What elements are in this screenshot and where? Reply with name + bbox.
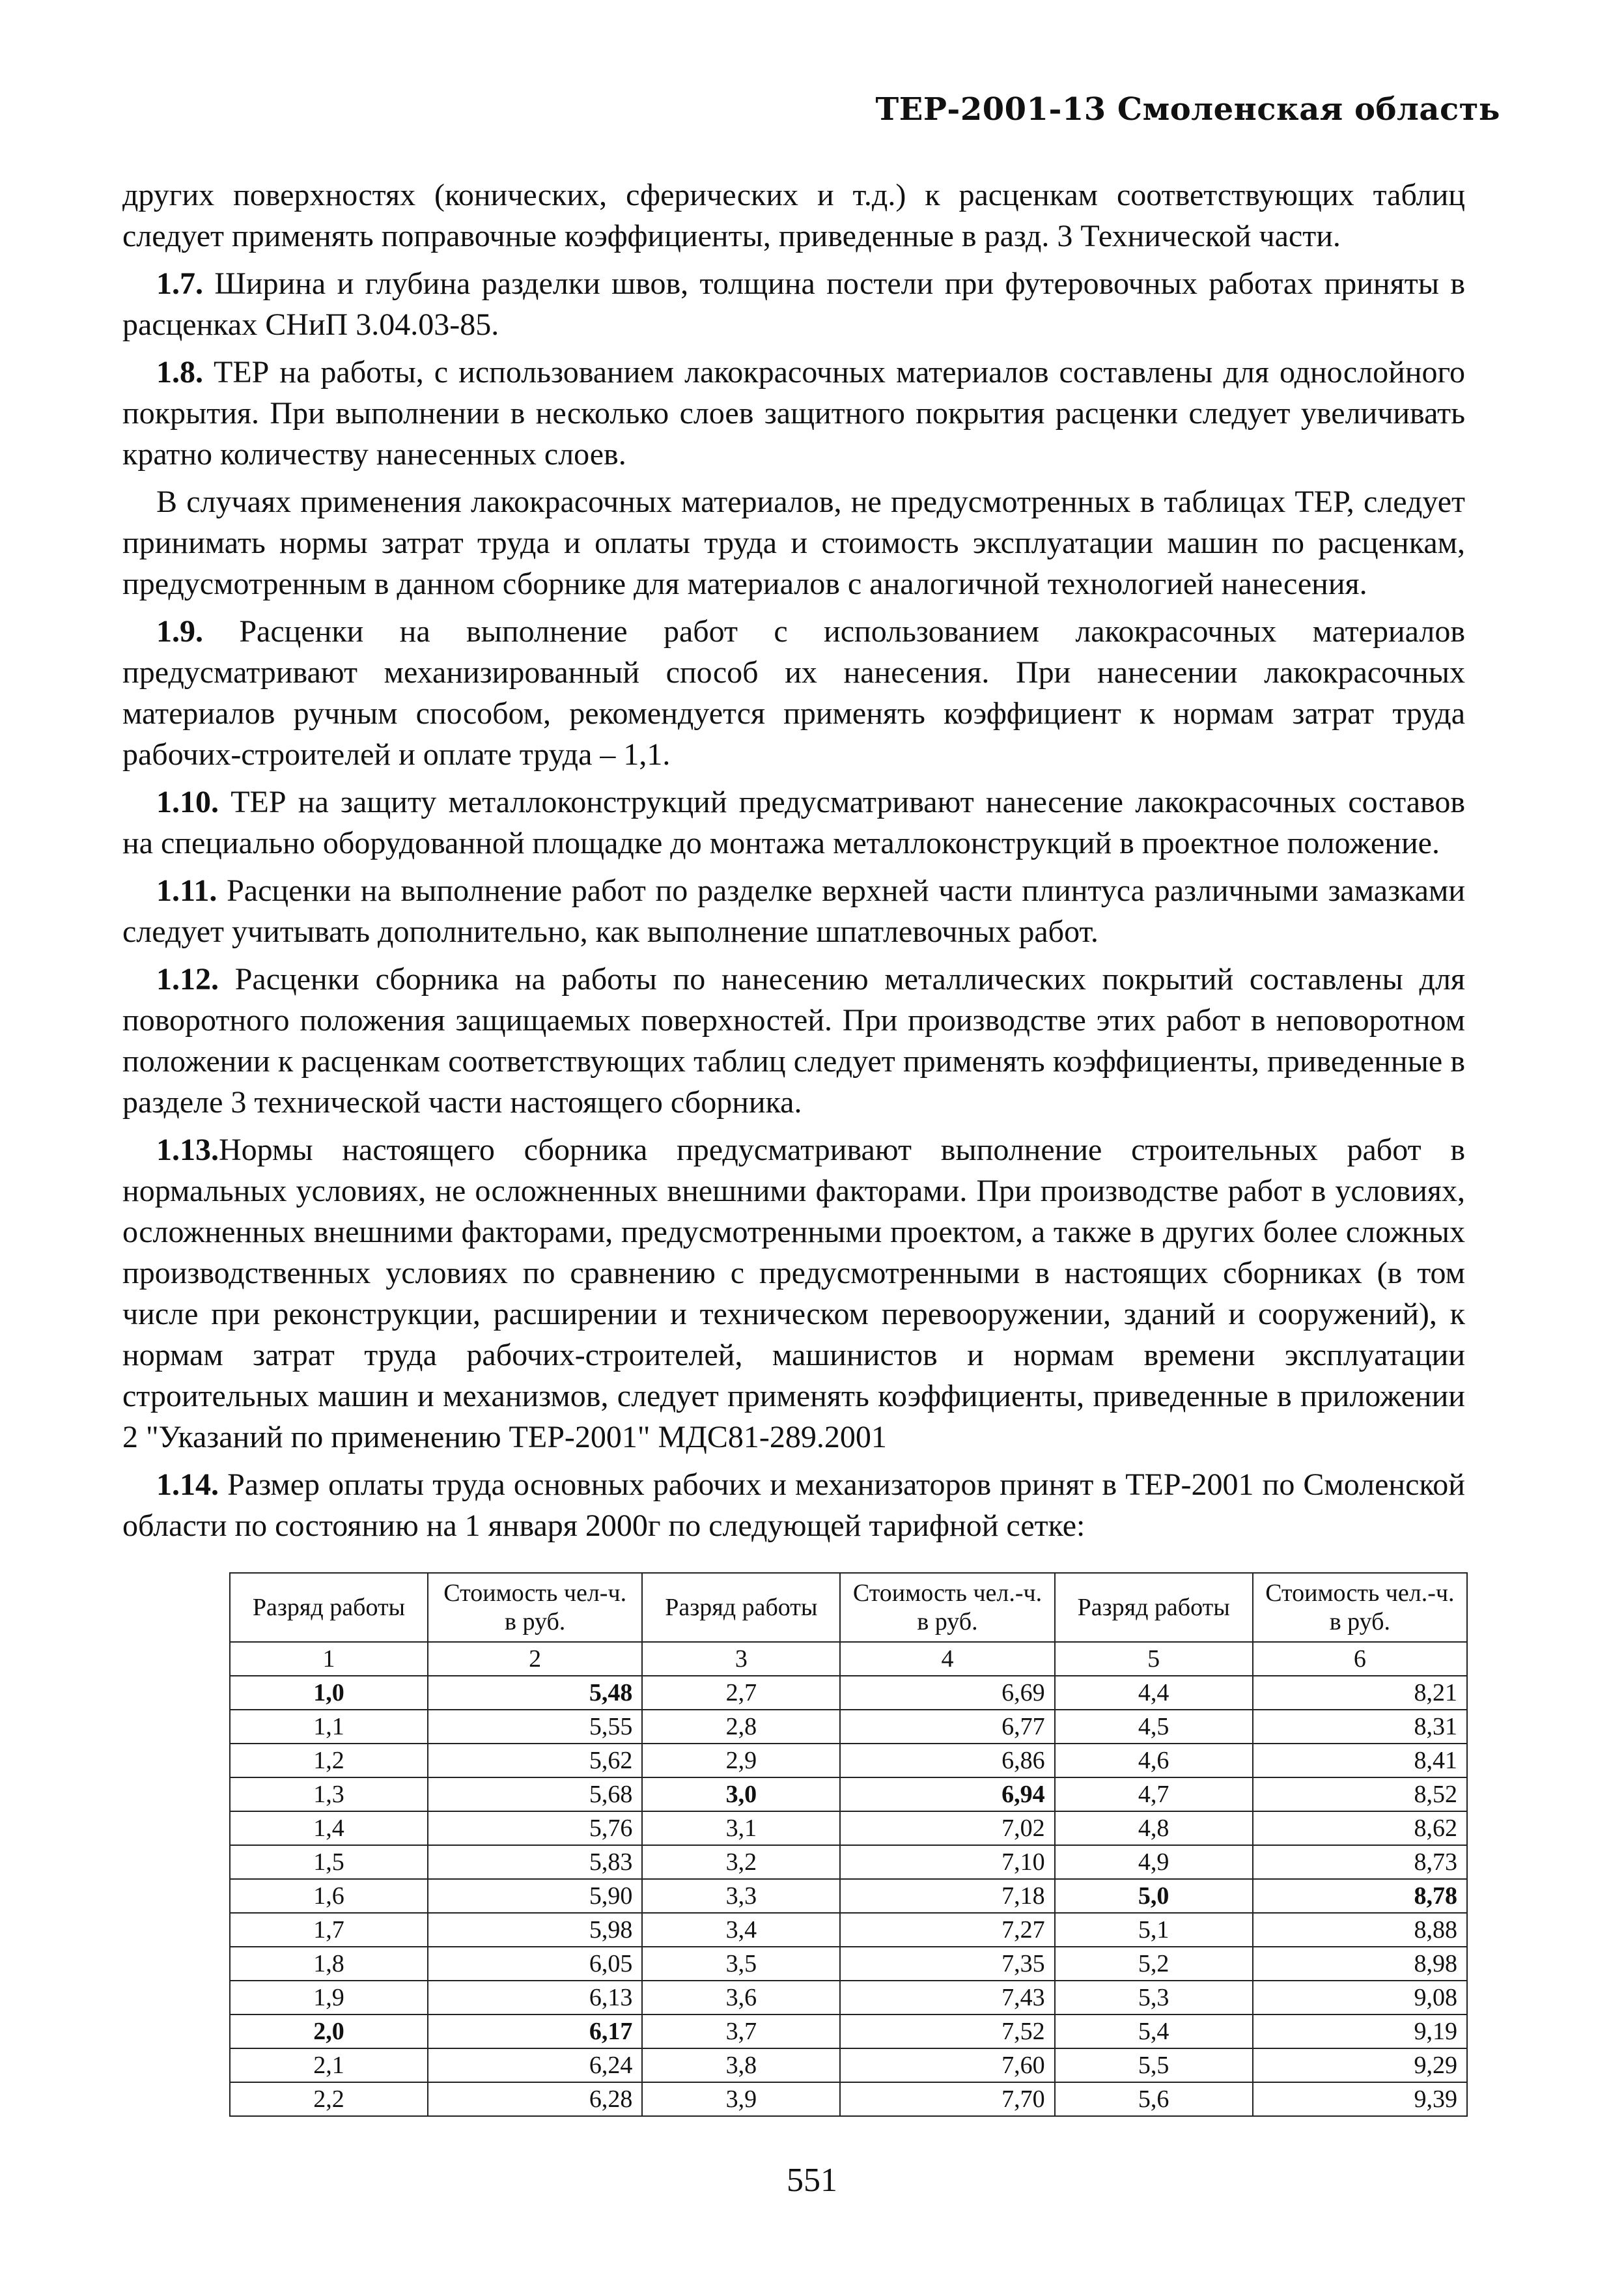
table-row xyxy=(230,2082,1467,2116)
grade-cell: 4,6 xyxy=(1055,1744,1253,1777)
paragraph-1-9 xyxy=(122,611,1465,775)
grade-cell: 3,9 xyxy=(642,2082,840,2116)
paragraph-number: 1.10. xyxy=(156,785,219,819)
cost-cell: 8,73 xyxy=(1253,1845,1467,1879)
tariff-table xyxy=(229,1572,1468,2117)
table-header-cell: Стоимость чел.-ч. в руб. xyxy=(1253,1573,1467,1642)
paragraph-1-13 xyxy=(122,1129,1465,1458)
cost-cell: 6,69 xyxy=(840,1676,1054,1710)
paragraph-1-7 xyxy=(122,263,1465,345)
grade-cell: 1,9 xyxy=(230,1981,428,2014)
grade-cell: 3,3 xyxy=(642,1879,840,1913)
cost-cell: 9,29 xyxy=(1253,2048,1467,2082)
cost-cell: 5,48 xyxy=(428,1676,642,1710)
grade-cell: 5,0 xyxy=(1055,1879,1253,1913)
table-body xyxy=(230,1676,1467,2116)
cost-cell: 5,62 xyxy=(428,1744,642,1777)
grade-cell: 2,9 xyxy=(642,1744,840,1777)
cost-cell: 6,13 xyxy=(428,1981,642,2014)
paragraph-1-12 xyxy=(122,959,1465,1123)
cost-cell: 9,08 xyxy=(1253,1981,1467,2014)
grade-cell: 1,0 xyxy=(230,1676,428,1710)
paragraph-text: Расценки сборника на работы по нанесению металлических покрытий составлены для поворотного положения защищаемых поверхностей. При производстве этих работ в неповоротном положении к расценкам соответствующих таблиц следует применять коэффициенты, приведенные в разделе 3 технической части настоящего сборника. xyxy=(122,962,1465,1120)
cost-cell: 6,05 xyxy=(428,1947,642,1981)
paragraph-1-11 xyxy=(122,870,1465,952)
grade-cell: 1,6 xyxy=(230,1879,428,1913)
grade-cell: 5,5 xyxy=(1055,2048,1253,2082)
cost-cell: 8,41 xyxy=(1253,1744,1467,1777)
table-index-row xyxy=(230,1642,1467,1676)
grade-cell: 5,2 xyxy=(1055,1947,1253,1981)
grade-cell: 4,5 xyxy=(1055,1710,1253,1744)
cost-cell: 7,60 xyxy=(840,2048,1054,2082)
grade-cell: 1,3 xyxy=(230,1777,428,1811)
grade-cell: 4,7 xyxy=(1055,1777,1253,1811)
paragraph-1-14 xyxy=(122,1464,1465,1546)
table-index-cell: 3 xyxy=(642,1642,840,1676)
paragraph-text: В случаях применения лакокрасочных материалов, не предусмотренных в таблицах ТЕР, следует принимать нормы затрат труда и оплаты труда и стоимость эксплуатации машин по расценкам, предусмотренным в данном сборнике для материалов с аналогичной технологией нанесения. xyxy=(122,485,1465,601)
grade-cell: 2,1 xyxy=(230,2048,428,2082)
table-header-row xyxy=(230,1573,1467,1642)
paragraph-1-8 xyxy=(122,352,1465,475)
grade-cell: 4,8 xyxy=(1055,1811,1253,1845)
table-row xyxy=(230,1811,1467,1845)
paragraph-text: Расценки на выполнение работ с использованием лакокрасочных материалов предусматривают механизированный способ их нанесения. При нанесении лакокрасочных материалов ручным способом, рекомендуется применять коэффициент к нормам затрат труда рабочих-строителей и оплате труда – 1,1. xyxy=(122,614,1465,772)
cost-cell: 8,21 xyxy=(1253,1676,1467,1710)
table-row xyxy=(230,2014,1467,2048)
cost-cell: 6,94 xyxy=(840,1777,1054,1811)
cost-cell: 8,31 xyxy=(1253,1710,1467,1744)
grade-cell: 3,5 xyxy=(642,1947,840,1981)
grade-cell: 4,9 xyxy=(1055,1845,1253,1879)
cost-cell: 8,52 xyxy=(1253,1777,1467,1811)
table-header-cell: Стоимость чел.-ч. в руб. xyxy=(840,1573,1054,1642)
grade-cell: 1,8 xyxy=(230,1947,428,1981)
cost-cell: 5,76 xyxy=(428,1811,642,1845)
paragraph-text: Ширина и глубина разделки швов, толщина постели при футеровочных работах приняты в расценках СНиП 3.04.03-85. xyxy=(122,266,1465,342)
table-header-cell: Стоимость чел-ч. в руб. xyxy=(428,1573,642,1642)
table-index-cell: 6 xyxy=(1253,1642,1467,1676)
cost-cell: 6,77 xyxy=(840,1710,1054,1744)
paragraph-number: 1.12. xyxy=(156,962,219,997)
grade-cell: 1,7 xyxy=(230,1913,428,1947)
cost-cell: 7,70 xyxy=(840,2082,1054,2116)
page-number: 551 xyxy=(787,2162,837,2199)
cost-cell: 7,43 xyxy=(840,1981,1054,2014)
paragraph-text: Расценки на выполнение работ по разделке верхней части плинтуса различными замазками следует учитывать дополнительно, как выполнение шпатлевочных работ. xyxy=(122,873,1465,949)
paragraph-text: Размер оплаты труда основных рабочих и механизаторов принят в ТЕР-2001 по Смоленской области по состоянию на 1 января 2000г по следующей тарифной сетке: xyxy=(122,1467,1465,1543)
paragraph-number: 1.14. xyxy=(156,1467,219,1502)
grade-cell: 2,7 xyxy=(642,1676,840,1710)
cost-cell: 6,17 xyxy=(428,2014,642,2048)
cost-cell: 9,19 xyxy=(1253,2014,1467,2048)
grade-cell: 2,0 xyxy=(230,2014,428,2048)
body-text xyxy=(122,175,1465,1553)
table-index-cell: 2 xyxy=(428,1642,642,1676)
paragraph-number: 1.13. xyxy=(156,1133,219,1167)
cost-cell: 8,78 xyxy=(1253,1879,1467,1913)
paragraph-1-8-continued xyxy=(122,481,1465,604)
cost-cell: 7,10 xyxy=(840,1845,1054,1879)
grade-cell: 5,3 xyxy=(1055,1981,1253,2014)
grade-cell: 1,1 xyxy=(230,1710,428,1744)
paragraph-text: Нормы настоящего сборника предусматривают выполнение строительных работ в нормальных условиях, не осложненных внешними факторами. При производстве работ в условиях, осложненных внешними факторами, предусмотренными проектом, а также в других более сложных производственных условиях по сравнению с предусмотренными в настоящих сборниках (в том числе при реконструкции, расширении и техническом перевооружении, зданий и сооружений), к нормам затрат труда рабочих-строителей, машинистов и нормам времени эксплуатации строительных машин и механизмов, следует применять коэффициенты, приведенные в приложении 2 "Указаний по применению ТЕР-2001" МДС81-289.2001 xyxy=(122,1133,1465,1454)
cost-cell: 5,90 xyxy=(428,1879,642,1913)
cost-cell: 5,68 xyxy=(428,1777,642,1811)
table-row xyxy=(230,1676,1467,1710)
table-row xyxy=(230,2048,1467,2082)
cost-cell: 7,18 xyxy=(840,1879,1054,1913)
paragraph-number: 1.11. xyxy=(156,873,217,908)
table-row xyxy=(230,1947,1467,1981)
table-row xyxy=(230,1913,1467,1947)
cost-cell: 7,35 xyxy=(840,1947,1054,1981)
paragraph-number: 1.8. xyxy=(156,355,203,389)
cost-cell: 5,98 xyxy=(428,1913,642,1947)
grade-cell: 3,8 xyxy=(642,2048,840,2082)
paragraph-1-10 xyxy=(122,782,1465,864)
grade-cell: 2,8 xyxy=(642,1710,840,1744)
cost-cell: 8,88 xyxy=(1253,1913,1467,1947)
paragraph-text: ТЕР на работы, с использованием лакокрасочных материалов составлены для однослойного покрытия. При выполнении в несколько слоев защитного покрытия расценки следует увеличивать кратно количеству нанесенных слоев. xyxy=(122,355,1465,472)
grade-cell: 1,2 xyxy=(230,1744,428,1777)
cost-cell: 7,27 xyxy=(840,1913,1054,1947)
grade-cell: 5,4 xyxy=(1055,2014,1253,2048)
grade-cell: 1,4 xyxy=(230,1811,428,1845)
paragraph-number: 1.7. xyxy=(156,266,203,301)
table-row xyxy=(230,1744,1467,1777)
table-row xyxy=(230,1845,1467,1879)
table-header-cell: Разряд работы xyxy=(230,1573,428,1642)
table-index-cell: 4 xyxy=(840,1642,1054,1676)
table-row xyxy=(230,1777,1467,1811)
tariff-table-container xyxy=(229,1572,1468,2117)
grade-cell: 4,4 xyxy=(1055,1676,1253,1710)
grade-cell: 3,7 xyxy=(642,2014,840,2048)
table-row xyxy=(230,1879,1467,1913)
cost-cell: 7,52 xyxy=(840,2014,1054,2048)
cost-cell: 7,02 xyxy=(840,1811,1054,1845)
cost-cell: 6,24 xyxy=(428,2048,642,2082)
table-index-cell: 5 xyxy=(1055,1642,1253,1676)
page-header-title: ТЕР-2001-13 Смоленская область xyxy=(875,91,1500,128)
table-row xyxy=(230,1981,1467,2014)
grade-cell: 5,6 xyxy=(1055,2082,1253,2116)
grade-cell: 5,1 xyxy=(1055,1913,1253,1947)
grade-cell: 2,2 xyxy=(230,2082,428,2116)
table-row xyxy=(230,1710,1467,1744)
cost-cell: 5,83 xyxy=(428,1845,642,1879)
cost-cell: 5,55 xyxy=(428,1710,642,1744)
paragraph-continuation xyxy=(122,175,1465,257)
cost-cell: 6,28 xyxy=(428,2082,642,2116)
cost-cell: 8,98 xyxy=(1253,1947,1467,1981)
grade-cell: 3,4 xyxy=(642,1913,840,1947)
paragraph-text: других поверхностях (конических, сферических и т.д.) к расценкам соответствующих таблиц следует применять поправочные коэффициенты, приведенные в разд. 3 Технической части. xyxy=(122,178,1465,253)
table-header-cell: Разряд работы xyxy=(1055,1573,1253,1642)
grade-cell: 3,0 xyxy=(642,1777,840,1811)
paragraph-number: 1.9. xyxy=(156,614,203,649)
cost-cell: 8,62 xyxy=(1253,1811,1467,1845)
table-header-cell: Разряд работы xyxy=(642,1573,840,1642)
paragraph-text: ТЕР на защиту металлоконструкций предусматривают нанесение лакокрасочных составов на специально оборудованной площадке до монтажа металлоконструкций в проектное положение. xyxy=(122,785,1465,860)
grade-cell: 3,6 xyxy=(642,1981,840,2014)
cost-cell: 6,86 xyxy=(840,1744,1054,1777)
cost-cell: 9,39 xyxy=(1253,2082,1467,2116)
grade-cell: 3,1 xyxy=(642,1811,840,1845)
grade-cell: 3,2 xyxy=(642,1845,840,1879)
grade-cell: 1,5 xyxy=(230,1845,428,1879)
table-index-cell: 1 xyxy=(230,1642,428,1676)
